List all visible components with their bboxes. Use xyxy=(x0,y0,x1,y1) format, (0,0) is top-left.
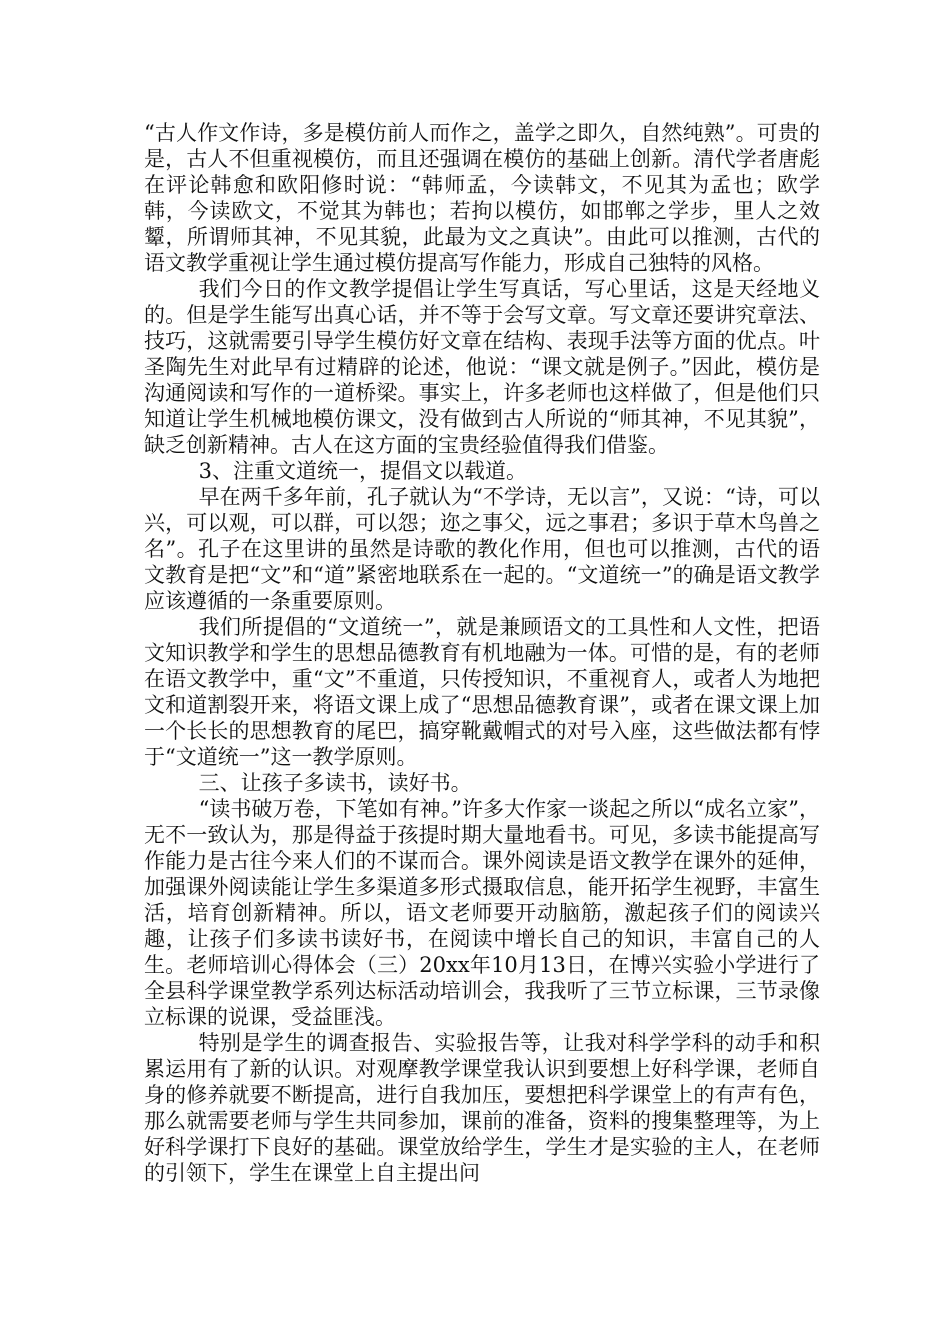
document-page xyxy=(144,120,820,1186)
paragraph-composition-teaching: 我们今日的作文教学提倡让学生写真话，写心里话，这是天经地义的。但是学生能写出真心话，并不等于会写文章。写文章还要讲究章法、技巧，这就需要引导学生模仿好文章在结构、表现手法等方面的优点。叶圣陶先生对此早有过精辟的论述，他说：“课文就是例子。”因此，模仿是沟通阅读和写作的一道桥梁。事实上，许多老师也这样做了，但是他们只知道让学生机械地模仿课文，没有做到古人所说的“师其神，不见其貌”，缺乏创新精神。古人在这方面的宝贵经验值得我们借鉴。 xyxy=(144,277,820,457)
paragraph-reading-books: “读书破万卷，下笔如有神。”许多大作家一谈起之所以“成名立家”，无不一致认为，那是得益于孩提时期大量地看书。可见，多读书能提高写作能力是古往今来人们的不谋而合。课外阅读是语文教学在课外的延伸，加强课外阅读能让学生多渠道多形式摄取信息，能开拓学生视野，丰富生活，培育创新精神。所以，语文老师要开动脑筋，激起孩子们的阅读兴趣，让孩子们多读书读好书，在阅读中增长自己的知识，丰富自己的人生。老师培训心得体会（三）20xx年10月13日，在博兴实验小学进行了全县科学课堂教学系列达标活动培训会，我我听了三节立标课，三节录像立标课的说课，受益匪浅。 xyxy=(144,797,820,1029)
paragraph-wen-dao-unity: 我们所提倡的“文道统一”，就是兼顾语文的工具性和人文性，把语文知识教学和学生的思想品德教育有机地融为一体。可惜的是，有的老师在语文教学中，重“文”不重道，只传授知识，不重视育人，或者人为地把文和道割裂开来，将语文课上成了“思想品德教育课”，或者在课文课上加一个长长的思想教育的尾巴，搞穿靴戴帽式的对号入座，这些做法都有悖于“文道统一”这一教学原则。 xyxy=(144,615,820,769)
section-heading-read-more: 三、让孩子多读书，读好书。 xyxy=(198,771,472,795)
paragraph-science-class: 特别是学生的调查报告、实验报告等，让我对科学学科的动手和积累运用有了新的认识。对观摩教学课堂我认识到要想上好科学课，老师自身的修养就要不断提高，进行自我加压，要想把科学课堂上的有声有色，那么就需要老师与学生共同参加，课前的准备，资料的搜集整理等，为上好科学课打下良好的基础。课堂放给学生，学生才是实验的主人，在老师的引领下，学生在课堂上自主提出问 xyxy=(144,1031,820,1185)
paragraph-confucius: 早在两千多年前，孔子就认为“不学诗，无以言”，又说：“诗，可以兴，可以观，可以群，可以怨；迩之事父，远之事君；多识于草木鸟兽之名”。孔子在这里讲的虽然是诗歌的教化作用，但也可以推测，古代的语文教育是把“文”和“道”紧密地联系在一起的。“文道统一”的确是语文教学应该遵循的一条重要原则。 xyxy=(144,485,820,613)
section-heading-wen-dao: 3、注重文道统一，提倡文以载道。 xyxy=(198,459,527,483)
paragraph-imitation-ancients: “古人作文作诗，多是模仿前人而作之，盖学之即久，自然纯熟”。可贵的是，古人不但重视模仿，而且还强调在模仿的基础上创新。清代学者唐彪在评论韩愈和欧阳修时说：“韩师孟，今读韩文，不见其为孟也；欧学韩，今读欧文，不觉其为韩也；若拘以模仿，如邯郸之学步，里人之效颦，所谓师其神，不见其貌，此最为文之真诀”。由此可以推测，古代的语文教学重视让学生通过模仿提高写作能力，形成自己独特的风格。 xyxy=(144,121,820,275)
